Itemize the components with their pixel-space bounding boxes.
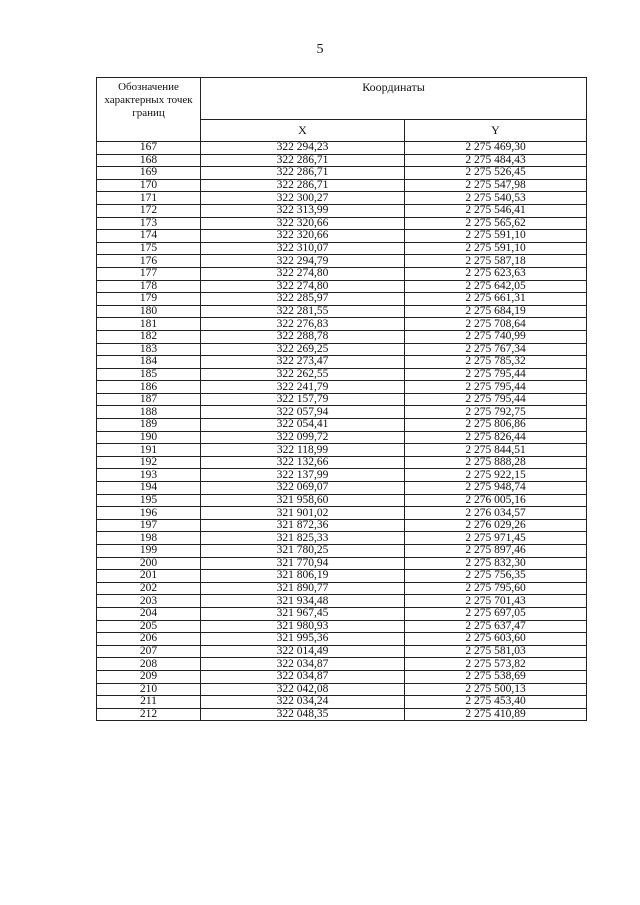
y-coordinate-cell: 2 275 469,30 <box>405 142 587 155</box>
table-row <box>97 444 587 457</box>
table-row <box>97 230 587 243</box>
table-row <box>97 570 587 583</box>
x-coordinate-cell: 322 099,72 <box>201 431 405 444</box>
table-row <box>97 607 587 620</box>
x-coordinate-cell: 322 042,08 <box>201 683 405 696</box>
point-id-cell: 185 <box>97 368 201 381</box>
y-coordinate-cell: 2 275 684,19 <box>405 305 587 318</box>
point-id-cell: 170 <box>97 179 201 192</box>
table-row <box>97 142 587 155</box>
table-row <box>97 343 587 356</box>
y-coordinate-cell: 2 275 897,46 <box>405 545 587 558</box>
y-coordinate-cell: 2 276 034,57 <box>405 507 587 520</box>
table-row <box>97 356 587 369</box>
table-row <box>97 368 587 381</box>
y-coordinate-cell: 2 275 756,35 <box>405 570 587 583</box>
y-coordinate-cell: 2 275 826,44 <box>405 431 587 444</box>
y-coordinate-cell: 2 275 740,99 <box>405 330 587 343</box>
y-coordinate-cell: 2 275 500,13 <box>405 683 587 696</box>
y-coordinate-cell: 2 275 844,51 <box>405 444 587 457</box>
y-coordinate-cell: 2 275 971,45 <box>405 532 587 545</box>
y-coordinate-cell: 2 275 637,47 <box>405 620 587 633</box>
x-coordinate-cell: 322 014,49 <box>201 645 405 658</box>
table-row <box>97 658 587 671</box>
table-row <box>97 494 587 507</box>
x-coordinate-cell: 322 320,66 <box>201 230 405 243</box>
x-coordinate-cell: 321 995,36 <box>201 633 405 646</box>
x-coordinate-cell: 321 958,60 <box>201 494 405 507</box>
x-coordinate-cell: 322 054,41 <box>201 419 405 432</box>
x-coordinate-cell: 322 313,99 <box>201 204 405 217</box>
x-coordinate-cell: 322 132,66 <box>201 456 405 469</box>
point-id-cell: 197 <box>97 519 201 532</box>
point-id-cell: 175 <box>97 242 201 255</box>
x-coordinate-cell: 322 300,27 <box>201 192 405 205</box>
table-row <box>97 645 587 658</box>
table-row <box>97 456 587 469</box>
y-coordinate-cell: 2 275 581,03 <box>405 645 587 658</box>
y-coordinate-cell: 2 275 661,31 <box>405 293 587 306</box>
point-id-cell: 199 <box>97 545 201 558</box>
point-id-cell: 209 <box>97 670 201 683</box>
y-coordinate-cell: 2 275 701,43 <box>405 595 587 608</box>
y-coordinate-cell: 2 275 795,44 <box>405 368 587 381</box>
x-coordinate-cell: 321 872,36 <box>201 519 405 532</box>
y-coordinate-cell: 2 275 547,98 <box>405 179 587 192</box>
y-coordinate-cell: 2 275 410,89 <box>405 708 587 721</box>
x-coordinate-cell: 321 890,77 <box>201 582 405 595</box>
y-coordinate-cell: 2 275 795,44 <box>405 381 587 394</box>
point-id-cell: 169 <box>97 167 201 180</box>
point-id-cell: 186 <box>97 381 201 394</box>
table-row <box>97 318 587 331</box>
x-coordinate-cell: 322 057,94 <box>201 406 405 419</box>
point-id-cell: 205 <box>97 620 201 633</box>
point-id-cell: 180 <box>97 305 201 318</box>
point-id-cell: 198 <box>97 532 201 545</box>
x-coordinate-cell: 322 286,71 <box>201 154 405 167</box>
table-row <box>97 293 587 306</box>
point-id-cell: 178 <box>97 280 201 293</box>
table-row <box>97 280 587 293</box>
table-row <box>97 683 587 696</box>
point-id-cell: 179 <box>97 293 201 306</box>
point-id-cell: 191 <box>97 444 201 457</box>
y-coordinate-cell: 2 275 708,64 <box>405 318 587 331</box>
point-id-cell: 192 <box>97 456 201 469</box>
table-row <box>97 670 587 683</box>
header-y: Y <box>405 119 587 141</box>
point-id-cell: 172 <box>97 204 201 217</box>
x-coordinate-cell: 321 806,19 <box>201 570 405 583</box>
x-coordinate-cell: 321 780,25 <box>201 545 405 558</box>
x-coordinate-cell: 322 118,99 <box>201 444 405 457</box>
table-row <box>97 469 587 482</box>
y-coordinate-cell: 2 276 029,26 <box>405 519 587 532</box>
x-coordinate-cell: 321 770,94 <box>201 557 405 570</box>
table-row <box>97 507 587 520</box>
y-coordinate-cell: 2 275 623,63 <box>405 267 587 280</box>
point-id-cell: 194 <box>97 482 201 495</box>
point-id-cell: 195 <box>97 494 201 507</box>
x-coordinate-cell: 322 048,35 <box>201 708 405 721</box>
y-coordinate-cell: 2 275 591,10 <box>405 230 587 243</box>
y-coordinate-cell: 2 275 795,44 <box>405 393 587 406</box>
point-id-cell: 174 <box>97 230 201 243</box>
point-id-cell: 200 <box>97 557 201 570</box>
table-row <box>97 154 587 167</box>
point-id-cell: 190 <box>97 431 201 444</box>
y-coordinate-cell: 2 275 573,82 <box>405 658 587 671</box>
y-coordinate-cell: 2 275 526,45 <box>405 167 587 180</box>
y-coordinate-cell: 2 275 538,69 <box>405 670 587 683</box>
table-row <box>97 406 587 419</box>
point-id-cell: 181 <box>97 318 201 331</box>
table-row <box>97 633 587 646</box>
x-coordinate-cell: 322 262,55 <box>201 368 405 381</box>
y-coordinate-cell: 2 275 540,53 <box>405 192 587 205</box>
y-coordinate-cell: 2 275 948,74 <box>405 482 587 495</box>
point-id-cell: 202 <box>97 582 201 595</box>
table-row <box>97 519 587 532</box>
table-row <box>97 167 587 180</box>
point-id-cell: 183 <box>97 343 201 356</box>
table-row <box>97 708 587 721</box>
table-row <box>97 545 587 558</box>
table-row <box>97 532 587 545</box>
page-number: 5 <box>316 42 324 57</box>
y-coordinate-cell: 2 275 888,28 <box>405 456 587 469</box>
x-coordinate-cell: 321 967,45 <box>201 607 405 620</box>
table-row <box>97 305 587 318</box>
x-coordinate-cell: 322 274,80 <box>201 267 405 280</box>
x-coordinate-cell: 321 825,33 <box>201 532 405 545</box>
point-id-cell: 189 <box>97 419 201 432</box>
point-id-cell: 196 <box>97 507 201 520</box>
x-coordinate-cell: 322 310,07 <box>201 242 405 255</box>
point-id-cell: 193 <box>97 469 201 482</box>
point-id-cell: 188 <box>97 406 201 419</box>
y-coordinate-cell: 2 275 785,32 <box>405 356 587 369</box>
point-id-cell: 168 <box>97 154 201 167</box>
x-coordinate-cell: 322 157,79 <box>201 393 405 406</box>
x-coordinate-cell: 322 276,83 <box>201 318 405 331</box>
point-id-cell: 211 <box>97 696 201 709</box>
point-id-cell: 203 <box>97 595 201 608</box>
point-id-cell: 204 <box>97 607 201 620</box>
y-coordinate-cell: 2 275 565,62 <box>405 217 587 230</box>
table-row <box>97 595 587 608</box>
point-id-cell: 187 <box>97 393 201 406</box>
table-row <box>97 179 587 192</box>
y-coordinate-cell: 2 275 591,10 <box>405 242 587 255</box>
x-coordinate-cell: 322 069,07 <box>201 482 405 495</box>
x-coordinate-cell: 322 294,23 <box>201 142 405 155</box>
y-coordinate-cell: 2 275 484,43 <box>405 154 587 167</box>
x-coordinate-cell: 322 034,87 <box>201 670 405 683</box>
x-coordinate-cell: 321 980,93 <box>201 620 405 633</box>
point-id-cell: 212 <box>97 708 201 721</box>
point-id-cell: 201 <box>97 570 201 583</box>
table-row <box>97 620 587 633</box>
x-coordinate-cell: 322 320,66 <box>201 217 405 230</box>
y-coordinate-cell: 2 275 697,05 <box>405 607 587 620</box>
point-id-cell: 176 <box>97 255 201 268</box>
x-coordinate-cell: 322 241,79 <box>201 381 405 394</box>
table-header <box>97 78 587 142</box>
y-coordinate-cell: 2 275 546,41 <box>405 204 587 217</box>
y-coordinate-cell: 2 275 453,40 <box>405 696 587 709</box>
y-coordinate-cell: 2 275 832,30 <box>405 557 587 570</box>
table-row <box>97 330 587 343</box>
y-coordinate-cell: 2 276 005,16 <box>405 494 587 507</box>
y-coordinate-cell: 2 275 587,18 <box>405 255 587 268</box>
table-row <box>97 381 587 394</box>
table-row <box>97 192 587 205</box>
table-row <box>97 582 587 595</box>
y-coordinate-cell: 2 275 795,60 <box>405 582 587 595</box>
y-coordinate-cell: 2 275 922,15 <box>405 469 587 482</box>
point-id-cell: 208 <box>97 658 201 671</box>
x-coordinate-cell: 321 901,02 <box>201 507 405 520</box>
table-row <box>97 393 587 406</box>
x-coordinate-cell: 322 294,79 <box>201 255 405 268</box>
x-coordinate-cell: 322 285,97 <box>201 293 405 306</box>
point-id-cell: 210 <box>97 683 201 696</box>
x-coordinate-cell: 322 137,99 <box>201 469 405 482</box>
point-id-cell: 207 <box>97 645 201 658</box>
point-id-cell: 171 <box>97 192 201 205</box>
x-coordinate-cell: 322 273,47 <box>201 356 405 369</box>
x-coordinate-cell: 322 288,78 <box>201 330 405 343</box>
x-coordinate-cell: 322 274,80 <box>201 280 405 293</box>
table-row <box>97 255 587 268</box>
table-row <box>97 482 587 495</box>
y-coordinate-cell: 2 275 603,60 <box>405 633 587 646</box>
y-coordinate-cell: 2 275 792,75 <box>405 406 587 419</box>
x-coordinate-cell: 322 286,71 <box>201 179 405 192</box>
point-id-cell: 206 <box>97 633 201 646</box>
point-id-cell: 182 <box>97 330 201 343</box>
table-row <box>97 242 587 255</box>
x-coordinate-cell: 322 034,87 <box>201 658 405 671</box>
x-coordinate-cell: 322 034,24 <box>201 696 405 709</box>
table-row <box>97 557 587 570</box>
point-id-cell: 184 <box>97 356 201 369</box>
x-coordinate-cell: 322 281,55 <box>201 305 405 318</box>
point-id-cell: 173 <box>97 217 201 230</box>
y-coordinate-cell: 2 275 642,05 <box>405 280 587 293</box>
header-coordinates: Координаты <box>201 78 587 120</box>
header-points: Обозначение характерных точек границ <box>97 78 201 142</box>
y-coordinate-cell: 2 275 806,86 <box>405 419 587 432</box>
table-row <box>97 431 587 444</box>
header-x: X <box>201 119 405 141</box>
table-body <box>97 142 587 721</box>
point-id-cell: 167 <box>97 142 201 155</box>
table-row <box>97 696 587 709</box>
table-row <box>97 217 587 230</box>
table-row <box>97 419 587 432</box>
y-coordinate-cell: 2 275 767,34 <box>405 343 587 356</box>
x-coordinate-cell: 321 934,48 <box>201 595 405 608</box>
x-coordinate-cell: 322 269,25 <box>201 343 405 356</box>
x-coordinate-cell: 322 286,71 <box>201 167 405 180</box>
coordinates-table <box>96 77 587 721</box>
table-row <box>97 267 587 280</box>
table-row <box>97 204 587 217</box>
point-id-cell: 177 <box>97 267 201 280</box>
